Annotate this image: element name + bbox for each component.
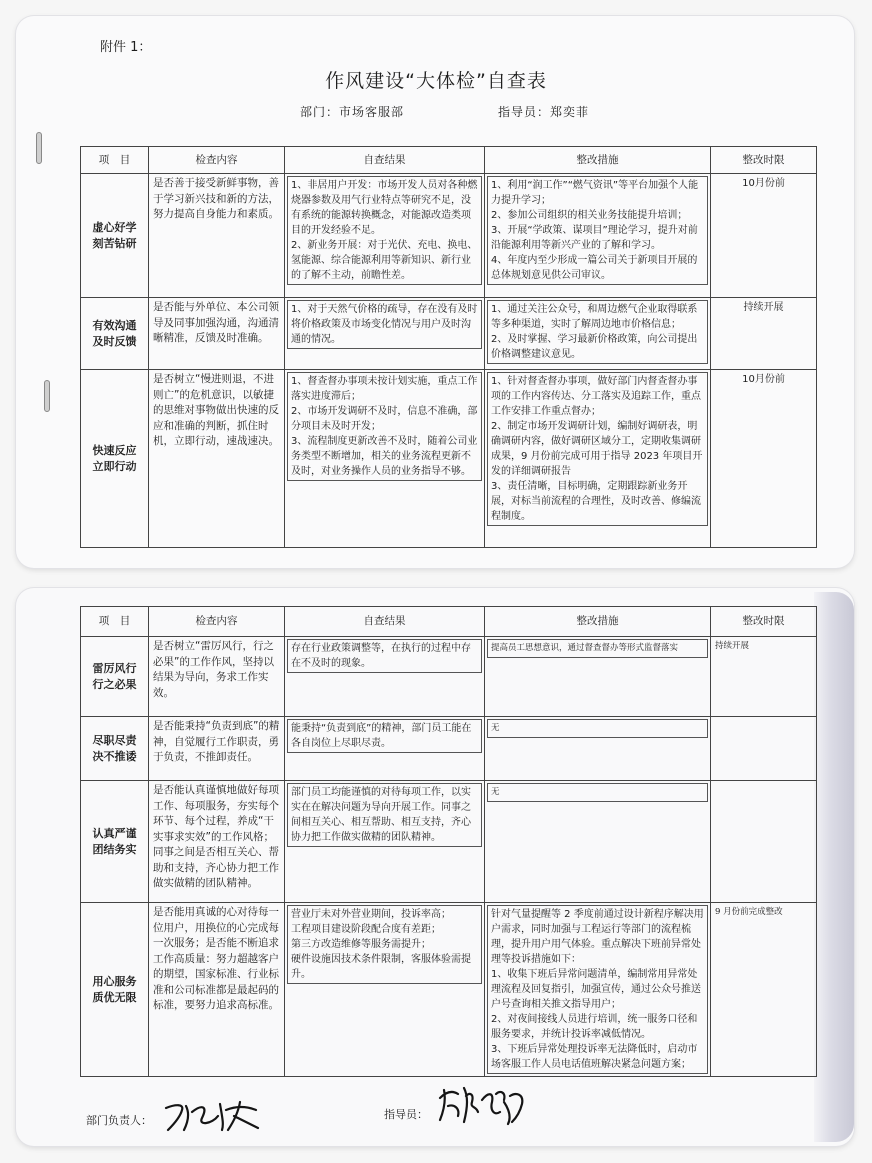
row-result: 存在行业政策调整等，在执行的过程中存在不及时的现象。 <box>287 639 482 673</box>
row-item: 认真严谨团结务实 <box>81 781 149 903</box>
row-result: 1、对于天然气价格的疏导，存在没有及时将价格政策及市场变化情况与用户及时沟通的情况。 <box>287 300 482 349</box>
column-header-content: 检查内容 <box>149 147 285 174</box>
row-result: 部门员工均能谨慎的对待每项工作，以实实在在解决问题为导向开展工作。同事之间相互关心、相互帮助、相互支持，齐心协力把工作做实做精的团队精神。 <box>287 783 482 847</box>
dept-head-signature <box>162 1094 262 1134</box>
self-check-table-page1 <box>80 146 817 548</box>
row-content: 是否能用真诚的心对待每一位用户，用换位的心完成每一次服务；是否能不断追求工作高质量：努力超越客户的期望，国家标准、行业标准和公司标准都是最起码的标准，要努力追求高标准。 <box>149 903 285 1077</box>
row-measures: 1、利用“润工作”“燃气资讯”等平台加强个人能力提升学习； 2、参加公司组织的相关业务技能提升培训； 3、开展“学政策、谋项目”理论学习，提升对前沿能源利用等新兴产业的了解和学习。 4、年度内至少形成一篇公司关于新项目开展的总体规划意见供公司审议。 <box>487 176 708 285</box>
row-limit: 持续开展 <box>711 637 817 717</box>
table-row <box>81 781 817 903</box>
department-label: 部门：市场客服部 <box>300 105 405 119</box>
row-content: 是否善于接受新鲜事物，善于学习新兴技和新的方法，努力提高自身能力和素质。 <box>149 174 285 298</box>
row-content: 是否能认真谨慎地做好每项工作、每项服务，夯实每个环节、每个过程，养成“干实事求实效”的工作风格；同事之间是否相互关心、帮助和支持，齐心协力把工作做实做精的团队精神。 <box>149 781 285 903</box>
column-header-item: 项 目 <box>81 147 149 174</box>
row-measures: 针对气量提醒等 2 季度前通过设计新程序解决用户需求，同时加强与工程运行等部门的流程梳理，提升用户用气体验。重点解决下班前异常处理等投诉措施如下： 1、收集下班后异常问题清单，编制常用异常处理流程及回复指引，加强宣传，通过公众号推送户号查询相关推文指导用户； 2、对夜间接线人员进行培训，统一服务口径和服务要求，并统计投诉率减低情况。 3、下班后异常处理投诉率无法降低时，启动市场客服工作人员电话值班解决紧急问题方案； <box>487 905 708 1074</box>
staple-mark <box>44 380 50 412</box>
table-row <box>81 637 817 717</box>
table-row <box>81 717 817 781</box>
supervisor-signature <box>434 1082 530 1128</box>
row-item: 有效沟通及时反馈 <box>81 298 149 370</box>
row-content: 是否树立“雷厉风行，行之必果”的工作作风，坚持以结果为导向，务求工作实效。 <box>149 637 285 717</box>
row-item: 雷厉风行行之必果 <box>81 637 149 717</box>
row-limit: 10月份前 <box>711 370 817 548</box>
column-header-measures: 整改措施 <box>485 147 711 174</box>
row-item: 快速反应立即行动 <box>81 370 149 548</box>
attachment-label: 附件 1： <box>100 40 152 55</box>
row-item: 用心服务质优无限 <box>81 903 149 1077</box>
row-measures: 无 <box>487 719 708 738</box>
staple-mark <box>36 132 42 164</box>
column-header-result: 自查结果 <box>285 607 485 637</box>
row-limit <box>711 781 817 903</box>
supervisor-footer-label: 指导员： <box>384 1108 428 1121</box>
table-row <box>81 903 817 1077</box>
row-limit: 持续开展 <box>711 298 817 370</box>
row-result: 营业厅未对外营业期间，投诉率高； 工程项目建设阶段配合度有差距； 第三方改造维修等服务需提升； 硬件设施因技术条件限制，客服体验需提升。 <box>287 905 482 984</box>
row-content: 是否能与外单位、本公司领导及同事加强沟通，沟通清晰精准，反馈及时准确。 <box>149 298 285 370</box>
row-measures: 1、通过关注公众号，和周边燃气企业取得联系等多种渠道，实时了解周边地市价格信息； 2、及时掌握、学习最新价格政策，向公司提出价格调整建议意见。 <box>487 300 708 364</box>
table-row <box>81 370 817 548</box>
page-title: 作风建设“大体检”自查表 <box>325 70 547 92</box>
row-result: 1、督查督办事项未按计划实施，重点工作落实进度滞后； 2、市场开发调研不及时，信息不准确，部分项目未及时开发； 3、流程制度更新改善不及时，随着公司业务类型不断增加，相关的业务流程更新不及时，对业务操作人员的业务指导不够。 <box>287 372 482 481</box>
table-header-row <box>81 607 817 637</box>
row-measures: 1、针对督查督办事项，做好部门内督查督办事项的工作内容传达、分工落实及追踪工作，重点工作安排工作重点督办； 2、制定市场开发调研计划，编制好调研表，明确调研内容，做好调研区域分工，定期收集调研成果，9 月份前完成可用于指导 2023 年项目开发的详细调研报告 3、责任清晰，目标明确，定期跟踪新业务开展，对标当前流程的合理性，及时改善、修编流程制度。 <box>487 372 708 526</box>
column-header-measures: 整改措施 <box>485 607 711 637</box>
row-item: 尽职尽责决不推诿 <box>81 717 149 781</box>
row-result: 能秉持“负责到底”的精神，部门员工能在各自岗位上尽职尽责。 <box>287 719 482 753</box>
self-check-table-page2 <box>80 606 817 1077</box>
column-header-result: 自查结果 <box>285 147 485 174</box>
row-measures: 无 <box>487 783 708 802</box>
table-row <box>81 174 817 298</box>
table-header-row <box>81 147 817 174</box>
supervisor-label: 指导员：郑奕菲 <box>498 105 590 119</box>
row-item: 虚心好学刻苦钻研 <box>81 174 149 298</box>
row-measures: 提高员工思想意识，通过督查督办等形式监督落实 <box>487 639 708 658</box>
row-content: 是否树立“慢进则退，不进则亡”的危机意识，以敏捷的思维对事物做出快速的反应和准确的判断，抓住时机，立即行动，速战速决。 <box>149 370 285 548</box>
column-header-content: 检查内容 <box>149 607 285 637</box>
row-content: 是否能秉持“负责到底”的精神，自觉履行工作职责，勇于负责，不推卸责任。 <box>149 717 285 781</box>
row-result: 1、非居用户开发：市场开发人员对各种燃烧器参数及用气行业特点等研究不足，没有系统的能源转换概念，对能源改造类项目的开发经验不足。 2、新业务开展：对于光伏、充电、换电、氢能源、综合能源利用等新知识、新行业的了解不主动，前瞻性差。 <box>287 176 482 285</box>
column-header-item: 项 目 <box>81 607 149 637</box>
table-row <box>81 298 817 370</box>
row-limit <box>711 717 817 781</box>
column-header-limit: 整改时限 <box>711 147 817 174</box>
column-header-limit: 整改时限 <box>711 607 817 637</box>
dept-head-label: 部门负责人： <box>86 1114 152 1127</box>
row-limit: 10月份前 <box>711 174 817 298</box>
row-limit: 9 月份前完成整改 <box>711 903 817 1077</box>
